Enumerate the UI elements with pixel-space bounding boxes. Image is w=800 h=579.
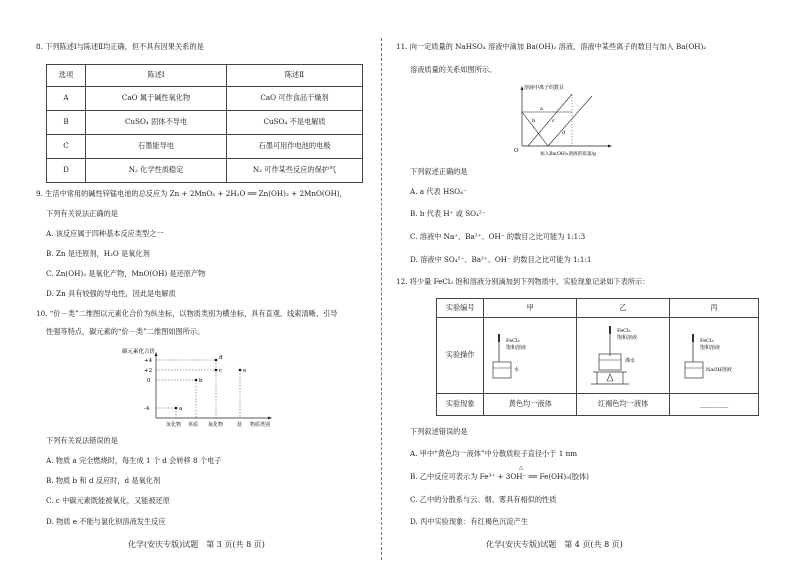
svg-text:氧化物: 氧化物 — [208, 422, 224, 428]
q10-point-c — [215, 369, 218, 372]
svg-text:FeCl₃: FeCl₃ — [700, 338, 714, 345]
q12-option-a: A. 甲中“黄色均一液体”中分散质粒子直径小于 1 nm — [410, 449, 578, 458]
q10-option-b: B. 物质 b 和 d 反应时，d 是氧化剂 — [46, 476, 161, 485]
svg-text:FeCl₃: FeCl₃ — [617, 328, 631, 335]
svg-text:d: d — [562, 130, 566, 136]
left-footer: 化学(安庆专版)试题 第 3 页(共 8 页) — [128, 540, 265, 549]
q12-col-bing: 丙 — [670, 299, 759, 318]
q12-delta-mark: △ — [519, 465, 524, 471]
q8-cell: B — [47, 111, 86, 135]
q9-option-b: B. Zn 是还原剂，H₂O 是氧化剂 — [46, 249, 150, 258]
table-row — [437, 394, 759, 416]
q12-option-c: C. 乙中的分散系与云、烟、雾具有相似的性质 — [410, 495, 557, 504]
q8-cell: CaO 可作食品干燥剂 — [227, 87, 363, 111]
q9-stem2: 下列有关说法正确的是 — [46, 209, 118, 218]
q10-chart — [120, 346, 295, 430]
q8-table — [46, 64, 363, 183]
page-divider — [381, 38, 382, 560]
q10-option-a: A. 物质 a 完全燃烧时，每生成 1 个 d 会转移 8 个电子 — [46, 456, 222, 465]
table-row — [47, 159, 363, 183]
q10-point-e — [239, 369, 242, 372]
q8-cell: 石墨能导电 — [86, 135, 227, 159]
q12-stem: 12. 将少量 FeCl₃ 饱和溶液分别滴加到下列物质中，实验现象记录如下表所示： — [396, 277, 650, 286]
q12-ph-jia: 黄色均一液体 — [484, 394, 577, 416]
svg-text:饱和溶液: 饱和溶液 — [700, 345, 721, 352]
q12-header-id: 实验编号 — [437, 299, 484, 318]
table-row — [47, 135, 363, 159]
q8-header-s2: 陈述Ⅱ — [227, 65, 363, 87]
svg-text:O: O — [514, 148, 519, 154]
svg-text:0: 0 — [147, 378, 151, 384]
apparatus-yi-icon — [579, 318, 667, 390]
svg-text:+4: +4 — [144, 358, 153, 364]
q8-cell: CaO 属于碱性氧化物 — [86, 87, 227, 111]
q12-header-op: 实验操作 — [437, 318, 484, 394]
svg-text:c: c — [219, 368, 223, 374]
svg-text:NaOH溶液: NaOH溶液 — [706, 367, 732, 374]
q11-chart-xlabel: 加入Ba(OH)₂溶液的质量/g — [540, 152, 596, 157]
q12-op-bing — [670, 318, 759, 394]
q8-header-option: 选项 — [47, 65, 86, 87]
q10-stem2: 性强等特点，碳元素的“价－类”二维图如图所示。 — [46, 327, 205, 336]
apparatus-jia-icon — [486, 318, 574, 390]
q8-cell: CuSO₄ 不是电解质 — [227, 111, 363, 135]
svg-text:b: b — [199, 378, 203, 384]
q8-cell: 石墨可用作电池的电极 — [227, 135, 363, 159]
q11-option-c: C. 溶液中 Na⁺、Ba²⁺、OH⁻ 的数目之比可能为 1:1:3 — [410, 232, 586, 241]
q9-option-d: D. Zn 具有较强的导电性，因此是电解质 — [46, 289, 176, 298]
q11-option-d: D. 溶液中 SO₄²⁻、Ba²⁺、OH⁻ 的数目之比可能为 1:1:1 — [410, 255, 592, 264]
q10-point-d — [215, 359, 218, 362]
table-row — [47, 111, 363, 135]
q8-cell: D — [47, 159, 86, 183]
q12-option-d: D. 丙中实验现象：有红褐色沉淀产生 — [410, 517, 528, 526]
svg-text:盐: 盐 — [237, 422, 243, 428]
q12-col-yi: 乙 — [577, 299, 670, 318]
q12-op-yi — [577, 318, 670, 394]
q12-ph-bing: ________ — [670, 394, 759, 416]
svg-text:d: d — [219, 355, 223, 361]
q8-cell: N₂ 化学性质稳定 — [86, 159, 227, 183]
q8-header-s1: 陈述Ⅰ — [86, 65, 227, 87]
q8-stem: 8. 下列陈述Ⅰ与陈述Ⅱ均正确，但不具有因果关系的是 — [36, 42, 204, 51]
q11-chart — [510, 82, 618, 158]
svg-text:-4: -4 — [144, 406, 150, 412]
svg-text:单质: 单质 — [188, 422, 199, 428]
table-row — [47, 87, 363, 111]
q11-stem3: 下列叙述正确的是 — [410, 167, 468, 176]
svg-text:水: 水 — [514, 367, 520, 374]
svg-text:沸水: 沸水 — [625, 358, 636, 365]
svg-text:饱和溶液: 饱和溶液 — [506, 345, 527, 352]
q8-cell: CuSO₄ 固体不导电 — [86, 111, 227, 135]
q12-ph-yi: 红褐色均一液体 — [577, 394, 670, 416]
q12-option-b: B. 乙中反应可表示为 Fe³⁺ + 3OH⁻ ══ Fe(OH)₃(胶体) — [410, 472, 589, 481]
q9-option-c: C. Zn(OH)₂ 是氧化产物，MnO(OH) 是还原产物 — [46, 269, 206, 278]
q11-option-a: A. a 代表 HSO₄⁻ — [410, 187, 467, 196]
q9-stem: 9. 生活中常用的碱性锌锰电池的总反应为 Zn + 2MnO₂ + 2H₂O ══ Zn(OH)₂ + 2MnO(OH)， — [36, 189, 347, 198]
svg-text:+2: +2 — [144, 368, 153, 374]
q10-point-b — [195, 379, 198, 382]
q12-header-ph: 实验现象 — [437, 394, 484, 416]
q10-option-c: C. c 中碳元素既能被氧化，又能被还原 — [46, 496, 170, 505]
q10-stem3: 下列有关说法错误的是 — [46, 436, 118, 445]
q8-cell: N₂ 可作某些反应的保护气 — [227, 159, 363, 183]
svg-text:氢化物: 氢化物 — [166, 422, 182, 428]
right-footer: 化学(安庆专版)试题 第 4 页(共 8 页) — [486, 540, 623, 549]
q10-stem: 10. “价－类”二维图以元素化合价为纵坐标，以物质类别为横坐标，具有直观、线索清晰、引导 — [36, 309, 338, 318]
q11-stem: 11. 向一定质量的 NaHSO₄ 溶液中滴加 Ba(OH)₂ 溶液，溶液中某些离子的数目与加入 Ba(OH)₂ — [396, 42, 707, 51]
svg-text:a: a — [179, 406, 183, 412]
svg-text:e: e — [243, 368, 247, 374]
svg-text:c: c — [552, 118, 555, 124]
svg-text:饱和溶液: 饱和溶液 — [617, 335, 638, 342]
q9-option-a: A. 该反应属于四种基本反应类型之一 — [46, 229, 164, 238]
q10-chart-ylabel: 碳元素化合价 — [122, 349, 156, 355]
q11-option-b: B. b 代表 H⁺ 或 SO₄²⁻ — [410, 209, 486, 218]
q12-table — [436, 298, 759, 416]
svg-text:a: a — [540, 106, 543, 112]
q10-point-a — [175, 407, 178, 410]
q11-chart-ylabel: 溶液中离子的数目 — [524, 85, 565, 91]
svg-text:FeCl₃: FeCl₃ — [506, 338, 520, 345]
q10-option-d: D. 物质 e 不能与氯化钡溶液发生反应 — [46, 517, 166, 526]
svg-text:物质类别: 物质类别 — [250, 422, 271, 428]
q11-stem2: 溶液质量的关系如图所示。 — [410, 65, 497, 74]
q12-col-jia: 甲 — [484, 299, 577, 318]
q12-op-jia — [484, 318, 577, 394]
table-row — [437, 318, 759, 394]
q12-stem2: 下列叙述错误的是 — [410, 427, 468, 436]
svg-text:b: b — [532, 118, 536, 124]
apparatus-bing-icon — [670, 318, 758, 390]
q8-cell: A — [47, 87, 86, 111]
q8-cell: C — [47, 135, 86, 159]
